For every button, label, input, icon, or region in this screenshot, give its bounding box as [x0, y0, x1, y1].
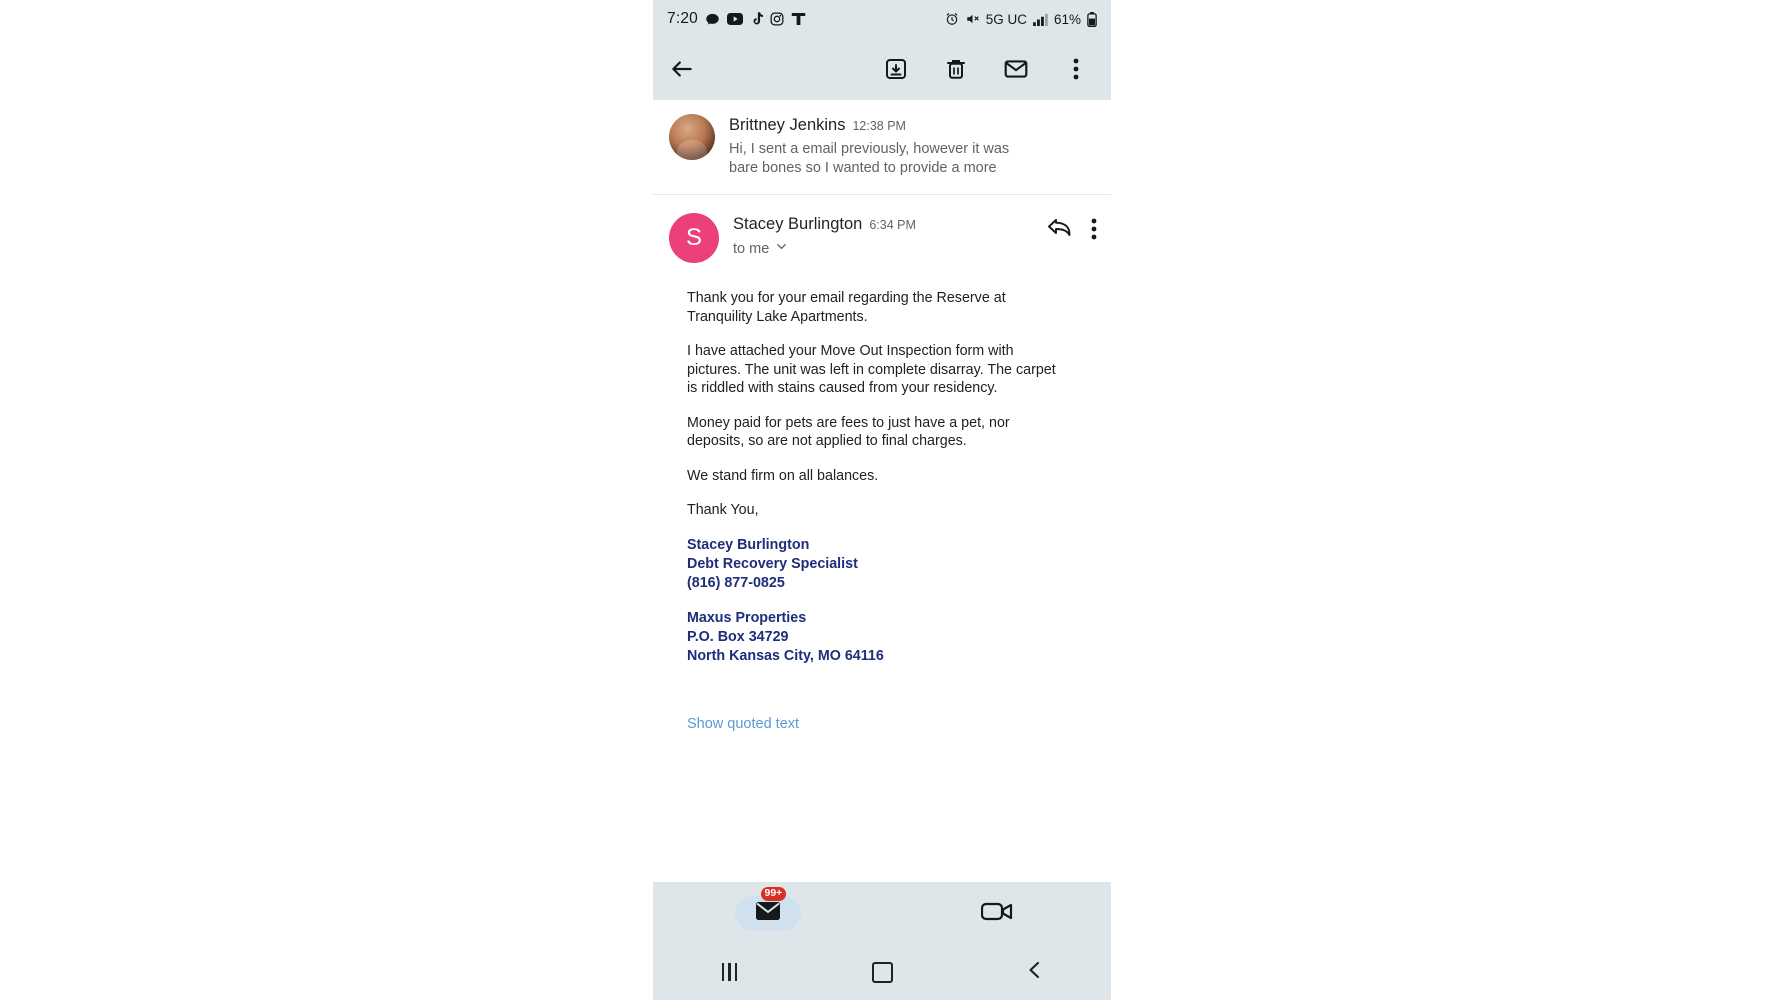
mute-icon: [965, 12, 980, 26]
status-bar-left: [667, 10, 806, 28]
signature-line: Maxus Properties: [687, 609, 807, 626]
chat-bubble-icon: [705, 12, 720, 27]
signature-personal: [687, 536, 1091, 593]
message-body: [669, 263, 1097, 666]
email-thread: [653, 100, 1111, 745]
battery-icon: [1087, 12, 1097, 27]
avatar: [669, 114, 715, 160]
youtube-icon: [727, 13, 743, 25]
sender-row: [729, 116, 1021, 135]
tmobile-icon: [791, 12, 806, 26]
signal-bars-icon: [1033, 13, 1048, 26]
body-paragraph: Thank you for your email regarding the Reserve at Tranquility Lake Apartments.: [687, 290, 1006, 325]
expanded-message-meta: [733, 213, 1047, 263]
message-snippet: Hi, I sent a email previously, however it was bare bones so I wanted to provide a more: [729, 141, 1010, 176]
tiktok-icon: [750, 12, 763, 27]
expanded-message-header: [669, 213, 1097, 263]
collapsed-message[interactable]: [653, 100, 1111, 195]
more-options-icon[interactable]: [1091, 217, 1097, 246]
body-paragraph: Money paid for pets are fees to just have a pet, nor deposits, so are not applied to final charges.: [687, 414, 1010, 449]
bottom-nav-meet[interactable]: [882, 900, 1111, 927]
recipients-label: to me: [733, 241, 770, 257]
more-options-icon[interactable]: [1061, 54, 1091, 84]
sender-row: [733, 215, 1047, 234]
body-paragraph: I have attached your Move Out Inspection form with pictures. The unit was left in complete disarray. The carpet is riddled with stains caused from your residency.: [687, 343, 1056, 396]
back-button[interactable]: [958, 960, 1111, 985]
body-paragraph: Thank You,: [687, 502, 759, 518]
instagram-icon: [770, 12, 784, 26]
status-bar-right: [945, 12, 1097, 27]
alarm-icon: [945, 12, 959, 26]
home-icon: [872, 962, 893, 983]
mail-badge: 99+: [761, 887, 787, 901]
recents-button[interactable]: [653, 963, 806, 981]
signature-company: [687, 609, 1091, 666]
signature-line: (816) 877-0825: [687, 574, 785, 591]
mail-icon: [755, 901, 781, 926]
recents-icon: [722, 963, 738, 981]
delete-icon[interactable]: [941, 54, 971, 84]
recipients-row[interactable]: [733, 239, 1047, 259]
sender-name: Brittney Jenkins: [729, 116, 846, 134]
back-chevron-icon: [1026, 960, 1044, 985]
system-nav-bar: [653, 944, 1111, 1000]
video-camera-icon: [981, 900, 1013, 927]
signature-line: North Kansas City, MO 64116: [687, 647, 884, 664]
mark-unread-icon[interactable]: [1001, 54, 1031, 84]
signature-line: P.O. Box 34729: [687, 628, 789, 645]
status-time: 7:20: [667, 10, 698, 27]
battery-percent: 61%: [1053, 11, 1081, 27]
sender-name: Stacey Burlington: [733, 215, 863, 233]
message-actions: [1047, 213, 1097, 263]
message-time: 12:38 PM: [852, 119, 906, 133]
toolbar-actions: [881, 54, 1097, 84]
message-time: 6:34 PM: [869, 218, 916, 232]
mail-pill[interactable]: [735, 887, 801, 930]
reply-icon[interactable]: [1047, 217, 1073, 244]
status-bar: [653, 0, 1111, 38]
archive-icon[interactable]: [881, 54, 911, 84]
show-quoted-text-link[interactable]: Show quoted text: [687, 715, 800, 732]
email-toolbar: [653, 38, 1111, 100]
signature-line: Stacey Burlington: [687, 536, 810, 553]
bottom-navigation-bar: [653, 882, 1111, 944]
bottom-nav-mail[interactable]: [653, 887, 882, 930]
collapsed-message-body: [729, 114, 1021, 178]
signature-line: Debt Recovery Specialist: [687, 555, 858, 572]
back-arrow-icon[interactable]: [667, 54, 697, 84]
expanded-message: [653, 195, 1111, 732]
home-button[interactable]: [806, 962, 959, 983]
phone-screen: [653, 0, 1111, 1000]
avatar: S: [669, 213, 719, 263]
body-paragraph: We stand firm on all balances.: [687, 467, 879, 484]
network-label: 5G UC: [985, 11, 1027, 27]
chevron-down-icon[interactable]: [774, 239, 789, 259]
